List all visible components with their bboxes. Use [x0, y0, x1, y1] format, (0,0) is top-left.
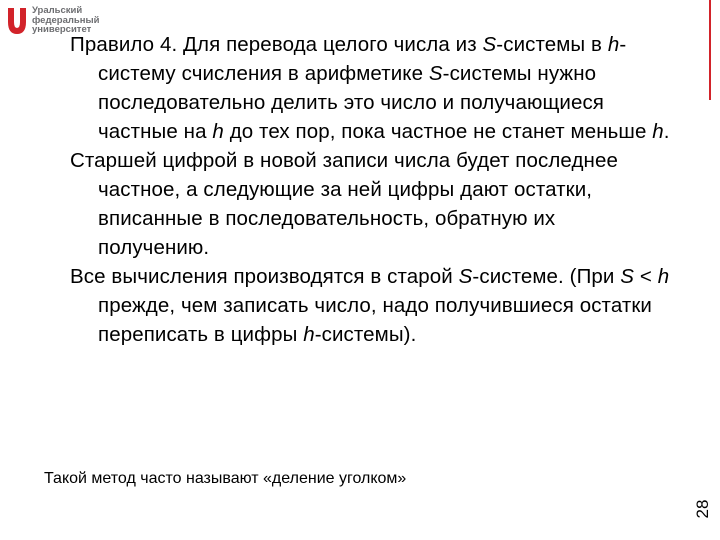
urfu-logo-icon — [6, 6, 28, 36]
var-s: S — [482, 33, 497, 56]
logo-line: Уральский — [32, 5, 83, 16]
text: Все вычисления производятся в старой — [70, 265, 459, 288]
text: -системы нужно последовательно делить это число и получающиеся частные на — [98, 62, 605, 143]
slide-body — [70, 30, 670, 349]
computation-paragraph — [70, 262, 670, 349]
text: -системы в — [496, 33, 608, 56]
logo-line: федеральный — [32, 14, 100, 26]
text: -системе. (При — [472, 265, 621, 288]
var-h: h — [303, 323, 315, 346]
text: . Для перевода целого числа из — [171, 33, 483, 56]
text: -системы). — [314, 323, 417, 346]
digit-order-paragraph: Старшей цифрой в новой записи числа будет последнее частное, а следующие за ней цифры дают остатки, вписанные в последовательность, обратную их получению. — [70, 149, 618, 259]
text: . — [663, 120, 670, 143]
var-h: h — [212, 120, 224, 143]
text: < — [634, 265, 658, 288]
var-h: h — [607, 33, 620, 56]
method-note: Такой метод часто называют «деление уголком» — [44, 470, 407, 487]
rule-title: Правило 4 — [70, 33, 172, 56]
var-h: h — [657, 265, 670, 288]
var-h: h — [652, 120, 664, 143]
var-s: S — [620, 265, 635, 288]
text: до тех пор, пока частное не станет меньше — [223, 120, 653, 143]
var-s: S — [428, 62, 443, 85]
text: прежде, чем записать число, надо получившиеся остатки переписать в цифры — [98, 294, 652, 346]
logo-line: университет — [32, 24, 92, 35]
rule-paragraph — [70, 30, 670, 146]
red-vertical-line — [709, 0, 711, 100]
page-number: 28 — [693, 499, 712, 519]
var-s: S — [458, 265, 473, 288]
text: -систему счисления в арифметике — [98, 33, 627, 85]
